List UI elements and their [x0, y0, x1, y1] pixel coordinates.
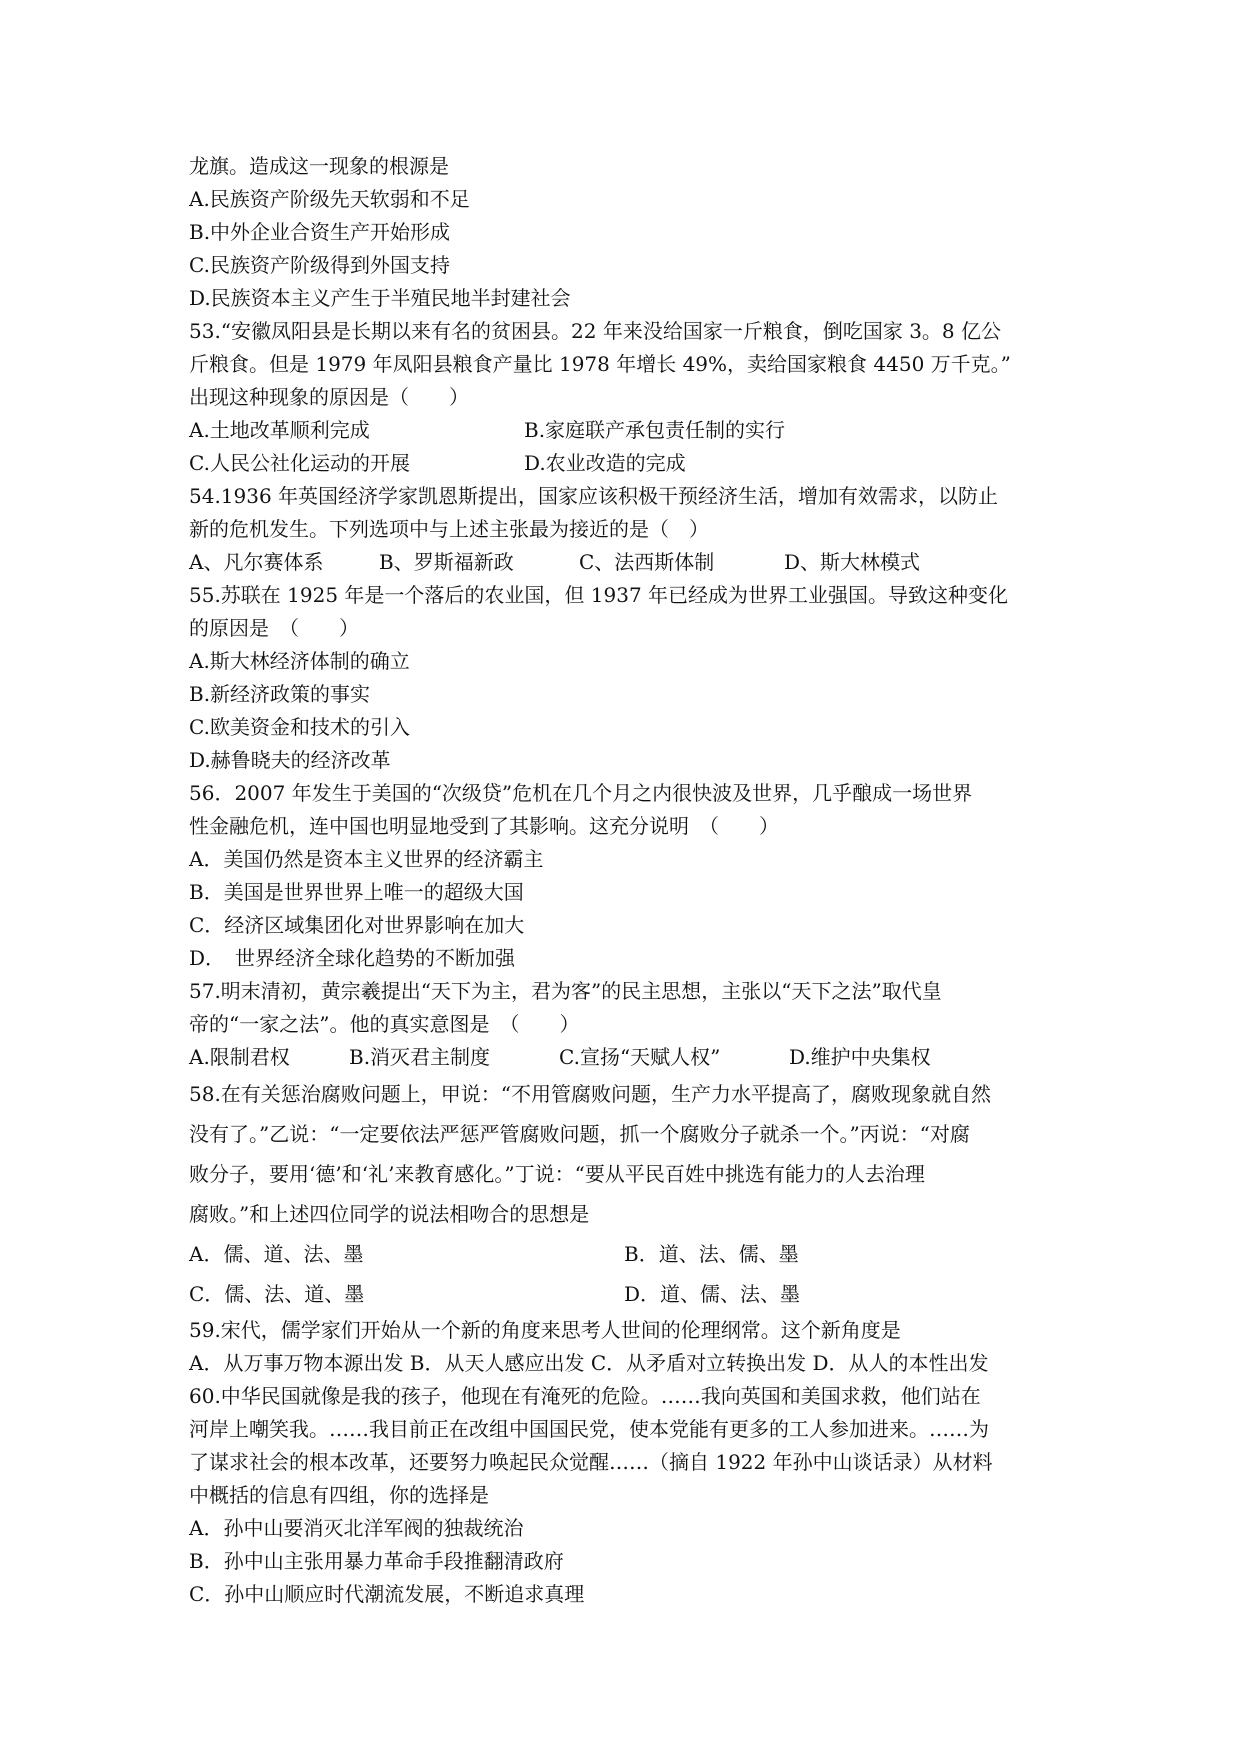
- q54-text-line: 新的危机发生。下列选项中与上述主张最为接近的是（ ）: [189, 517, 709, 541]
- q55-text-line: 的原因是 （ ）: [189, 616, 359, 640]
- q56-option-a: A．美国仍然是资本主义世界的经济霸主: [189, 847, 544, 871]
- q60-text-line: 中概括的信息有四组，你的选择是: [189, 1483, 489, 1507]
- q57-option-d: D.维护中央集权: [789, 1045, 931, 1069]
- q58-text-line: 没有了。”乙说：“一定要依法严惩严管腐败问题，抓一个腐败分子就杀一个。”丙说：“对腐: [189, 1122, 970, 1146]
- question-52-tail: 龙旗。造成这一现象的根源是: [189, 154, 449, 178]
- q59-text-line: 59.宋代，儒学家们开始从一个新的角度来思考人世间的伦理纲常。这个新角度是: [189, 1318, 901, 1342]
- q60-text-line: 河岸上嘲笑我。……我目前正在改组中国国民党，使本党能有更多的工人参加进来。……为: [189, 1417, 989, 1441]
- q53-text-line: 出现这种现象的原因是（ ）: [189, 385, 469, 409]
- q56-option-b: B．美国是世界世界上唯一的超级大国: [189, 880, 524, 904]
- q55-option-c: C.欧美资金和技术的引入: [189, 715, 410, 739]
- q53-option-b: B.家庭联产承包责任制的实行: [524, 418, 786, 442]
- q56-text-line: 56．2007 年发生于美国的“次级贷”危机在几个月之内很快波及世界，几乎酿成一场世界: [189, 781, 973, 805]
- q55-option-a: A.斯大林经济体制的确立: [189, 649, 410, 673]
- q52-option-d: D.民族资本主义产生于半殖民地半封建社会: [189, 286, 571, 310]
- q58-block: [189, 1074, 1069, 1314]
- q54-option-a: A、凡尔赛体系: [189, 550, 324, 574]
- q53-option-d: D.农业改造的完成: [524, 451, 686, 475]
- q60-text-line: 了谋求社会的根本改革，还要努力唤起民众觉醒……（摘自 1922 年孙中山谈话录）从材料: [189, 1450, 993, 1474]
- page-content: [189, 150, 1069, 1611]
- q56-option-c: C．经济区域集团化对世界影响在加大: [189, 913, 525, 937]
- q53-options-row-1: [189, 414, 1069, 447]
- q56-text-line: 性金融危机，连中国也明显地受到了其影响。这充分说明 （ ）: [189, 814, 779, 838]
- q57-text-line: 57.明末清初，黄宗羲提出“天下为主，君为客”的民主思想，主张以“天下之法”取代皇: [189, 979, 942, 1003]
- q60-text-line: 60.中华民国就像是我的孩子，他现在有淹死的危险。……我向英国和美国求救，他们站在: [189, 1384, 981, 1408]
- q57-text-line: 帝的“一家之法”。他的真实意图是 （ ）: [189, 1012, 580, 1036]
- q54-option-b: B、罗斯福新政: [379, 550, 514, 574]
- q58-options-row-1: [189, 1234, 1069, 1274]
- q58-option-d: D．道、儒、法、墨: [624, 1282, 801, 1306]
- q58-text-line: 58.在有关惩治腐败问题上，甲说：“不用管腐败问题，生产力水平提高了，腐败现象就自然: [189, 1082, 992, 1106]
- q53-text-line: 53.“安徽凤阳县是长期以来有名的贫困县。22 年来没给国家一斤粮食，倒吃国家 3。8 亿公: [189, 319, 1002, 343]
- q57-option-a: A.限制君权: [189, 1045, 290, 1069]
- q60-option-a: A．孙中山要消灭北洋军阀的独裁统治: [189, 1516, 524, 1540]
- q58-options-row-2: [189, 1274, 1069, 1314]
- q57-option-b: B.消灭君主制度: [349, 1045, 491, 1069]
- q59-options-line: A．从万事万物本源出发 B．从天人感应出发 C．从矛盾对立转换出发 D．从人的本性出发: [189, 1351, 989, 1375]
- q54-text-line: 54.1936 年英国经济学家凯恩斯提出，国家应该积极干预经济生活，增加有效需求，以防止: [189, 484, 999, 508]
- q54-options-row: [189, 546, 1069, 579]
- q55-option-b: B.新经济政策的事实: [189, 682, 371, 706]
- q53-option-c: C.人民公社化运动的开展: [189, 451, 410, 475]
- q57-option-c: C.宣扬“天赋人权”: [559, 1045, 721, 1069]
- q58-text-line: 腐败。”和上述四位同学的说法相吻合的思想是: [189, 1202, 590, 1226]
- q58-option-c: C．儒、法、道、墨: [189, 1282, 365, 1306]
- q58-option-b: B．道、法、儒、墨: [624, 1242, 799, 1266]
- q57-options-row: [189, 1041, 1069, 1074]
- q55-option-d: D.赫鲁晓夫的经济改革: [189, 748, 391, 772]
- q52-option-a: A.民族资产阶级先天软弱和不足: [189, 187, 470, 211]
- q52-option-c: C.民族资产阶级得到外国支持: [189, 253, 450, 277]
- q54-option-c: C、法西斯体制: [579, 550, 715, 574]
- q60-option-b: B．孙中山主张用暴力革命手段推翻清政府: [189, 1549, 564, 1573]
- q53-options-row-2: [189, 447, 1069, 480]
- q53-text-line: 斤粮食。但是 1979 年凤阳县粮食产量比 1978 年增长 49%，卖给国家粮食 4450 万千克。”: [189, 352, 1011, 376]
- q53-option-a: A.土地改革顺利完成: [189, 418, 370, 442]
- q58-option-a: A．儒、道、法、墨: [189, 1242, 364, 1266]
- q58-text-line: 败分子，要用‘德’和‘礼’来教育感化。”丁说：“要从平民百姓中挑选有能力的人去治理: [189, 1162, 925, 1186]
- q52-option-b: B.中外企业合资生产开始形成: [189, 220, 451, 244]
- q54-option-d: D、斯大林模式: [784, 550, 921, 574]
- q60-option-c: C．孙中山顺应时代潮流发展，不断追求真理: [189, 1582, 585, 1606]
- q56-option-d: D． 世界经济全球化趋势的不断加强: [189, 946, 516, 970]
- q55-text-line: 55.苏联在 1925 年是一个落后的农业国，但 1937 年已经成为世界工业强国。导致这种变化: [189, 583, 1009, 607]
